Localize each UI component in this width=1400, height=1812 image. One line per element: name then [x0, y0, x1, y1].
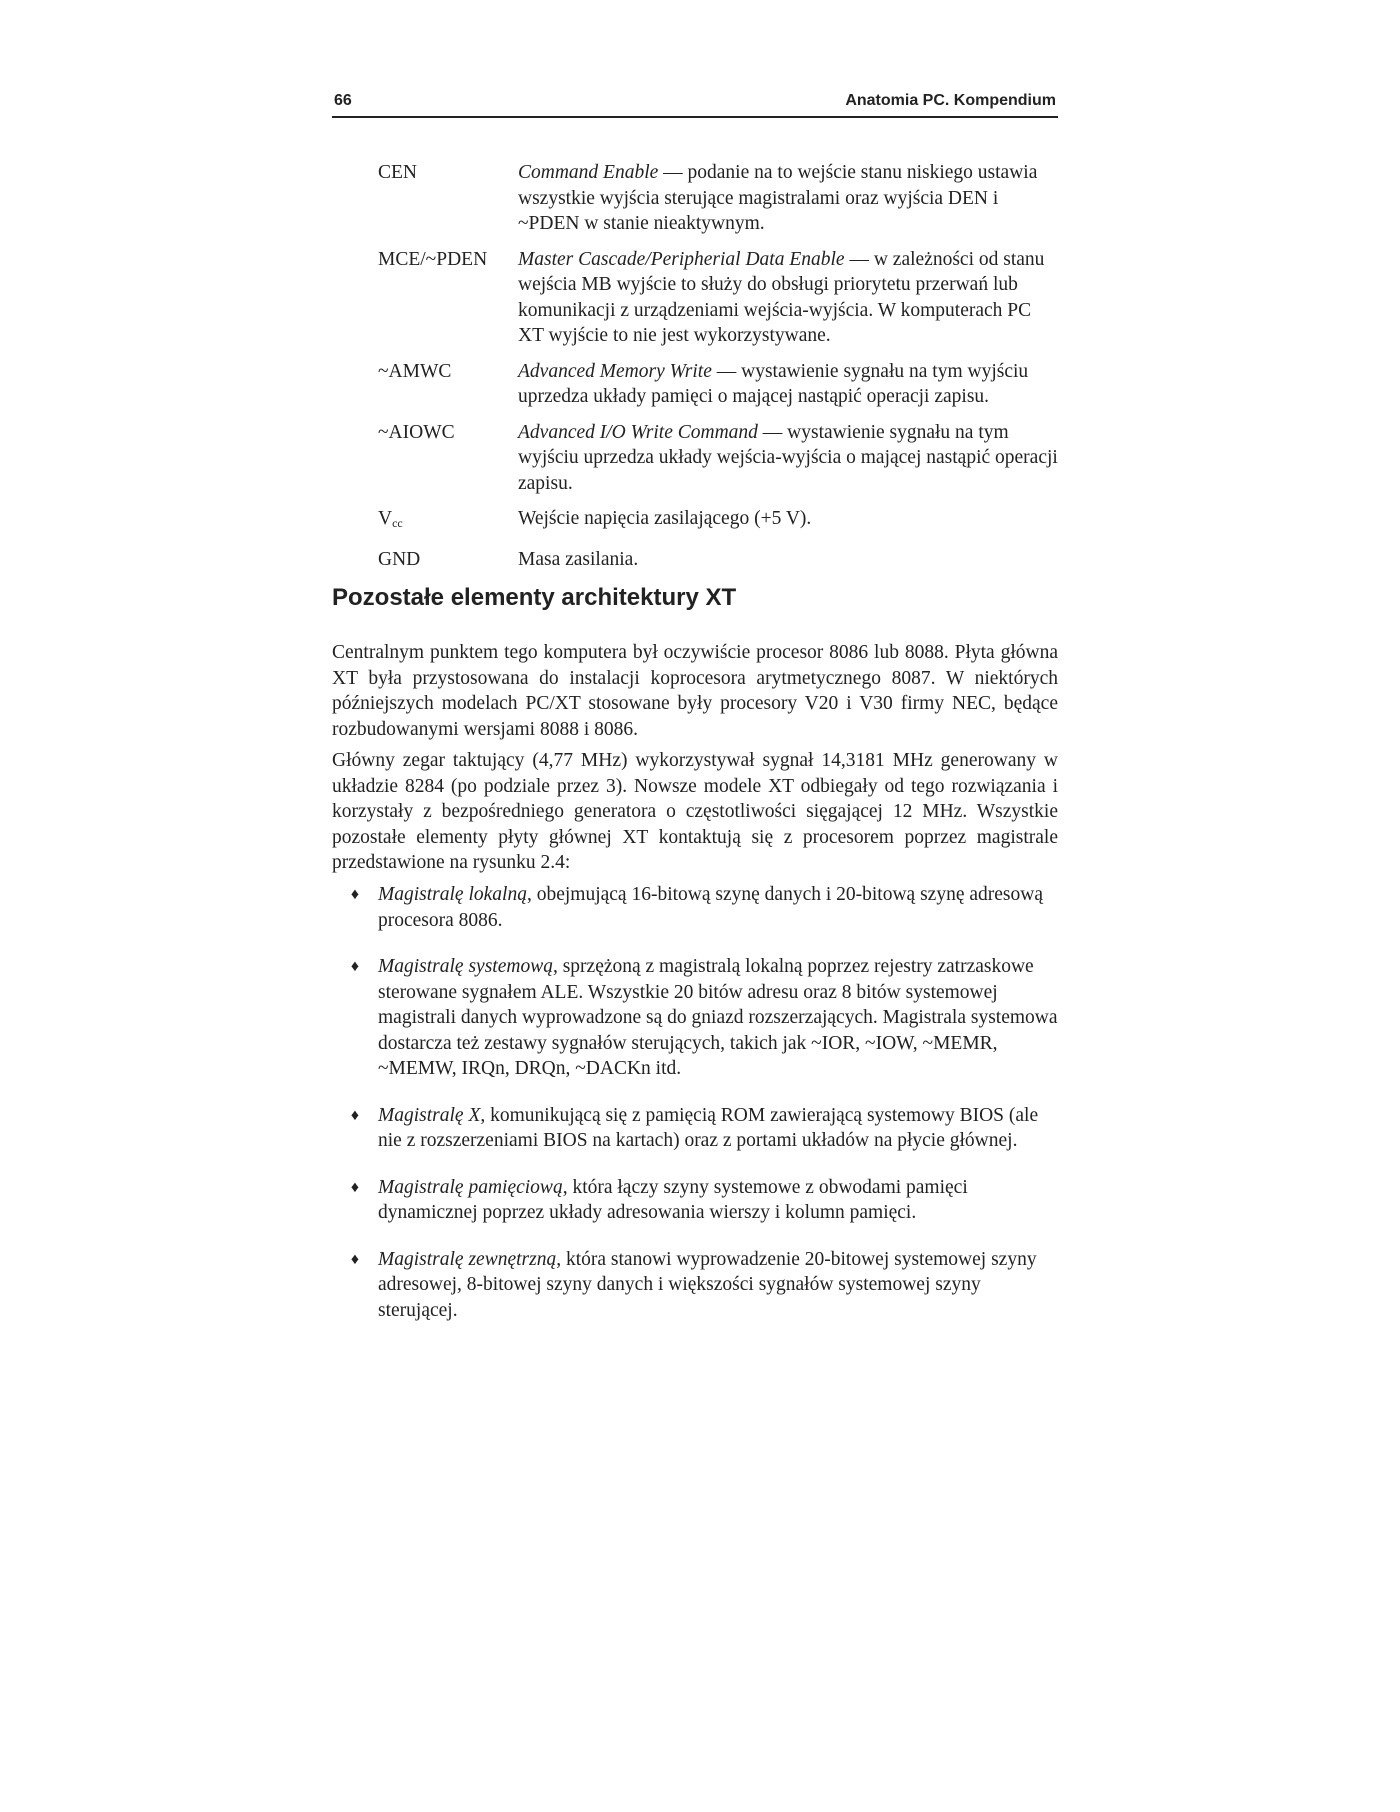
list-item	[332, 882, 1058, 933]
definition-name: Advanced Memory Write	[518, 360, 712, 382]
bus-description: , która łączy szyny systemowe z obwodami pamięci dynamicznej poprzez układy adresowania wierszy i kolumn pamięci.	[378, 1176, 968, 1223]
definition-row	[378, 506, 1058, 537]
list-item	[332, 1175, 1058, 1226]
diamond-bullet-icon: ♦	[350, 886, 360, 903]
list-item	[332, 1103, 1058, 1154]
signal-definitions	[378, 160, 1058, 582]
section-heading: Pozostałe elementy architektury XT	[332, 584, 737, 611]
diamond-bullet-icon: ♦	[350, 1106, 360, 1124]
definition-name: Advanced I/O Write Command	[518, 421, 758, 443]
bus-name: Magistralę X	[378, 1104, 481, 1126]
definition-row	[378, 160, 1058, 237]
definition-description	[518, 160, 1058, 237]
definition-text: — wystawienie sygnału na tym wyjściu uprzedza układy pamięci o mającej nastąpić operacji zapisu.	[518, 360, 1029, 407]
bus-list	[332, 882, 1058, 1344]
definition-description	[518, 359, 1058, 410]
term-symbol: V	[378, 508, 393, 529]
page-number: 66	[334, 92, 352, 109]
definition-term: MCE/~PDEN	[378, 248, 488, 270]
bus-name: Magistralę systemową	[378, 956, 553, 977]
bus-description: , która stanowi wyprowadzenie 20-bitowej systemowej szyny adresowej, 8-bitowej szyny danych i większości sygnałów systemowej szyny sterującej.	[378, 1248, 1037, 1321]
bus-name: Magistralę lokalną	[378, 884, 527, 905]
definition-name: Master Cascade/Peripherial Data Enable	[518, 248, 845, 270]
bus-description: , obejmującą 16-bitową szynę danych i 20-bitową szynę adresową procesora 8086.	[378, 884, 1043, 931]
paragraph-clock: Główny zegar taktujący (4,77 MHz) wykorzystywał sygnał 14,3181 MHz generowany w układzie 8284 (po podziale przez 3). Nowsze modele XT odbiegały od tego rozwiązania i korzystały z bezpośredniego generatora o częstotliwości sięgającej 12 MHz. Wszystkie pozostałe elementy płyty głównej XT kontaktują się z procesorem poprzez magistrale przedstawione na rysunku 2.4:	[332, 750, 1058, 873]
bus-name: Magistralę pamięciową	[378, 1176, 563, 1198]
book-title: Anatomia PC. Kompendium	[845, 92, 1056, 109]
diamond-bullet-icon: ♦	[350, 1178, 360, 1196]
bus-name: Magistralę zewnętrzną	[378, 1248, 557, 1270]
definition-text: — wystawienie sygnału na tym wyjściu uprzedza układy wejścia-wyjścia o mającej nastąpić operacji zapisu.	[518, 421, 1058, 494]
definition-text: — podanie na to wejście stanu niskiego ustawia wszystkie wyjścia sterujące magistralami oraz wyjścia DEN i ~PDEN w stanie nieaktywnym.	[518, 162, 1038, 234]
definition-term: CEN	[378, 162, 417, 183]
definition-term: GND	[378, 548, 421, 570]
paragraph-processor: Centralnym punktem tego komputera był oczywiście procesor 8086 lub 8088. Płyta główna XT była przystosowana do instalacji koprocesora arytmetycznego 8087. W niektórych późniejszych modelach PC/XT stosowane były procesory V20 i V30 firmy NEC, będące rozbudowanymi wersjami 8088 i 8086.	[332, 642, 1058, 740]
definition-description	[518, 247, 1058, 349]
definition-term: ~AMWC	[378, 360, 452, 382]
definition-text: Masa zasilania.	[518, 548, 639, 570]
definition-row	[378, 547, 1058, 573]
diamond-bullet-icon: ♦	[350, 1250, 360, 1268]
definition-row	[378, 247, 1058, 349]
definition-row	[378, 359, 1058, 410]
definition-description	[518, 420, 1058, 497]
definition-row	[378, 420, 1058, 497]
bus-description: , sprzężoną z magistralą lokalną poprzez rejestry zatrzaskowe sterowane sygnałem ALE. Wszystkie 20 bitów adresu oraz 8 bitów systemowej magistrali danych wyprowadzone są do gniazd rozszerzających. Magistrala systemowa dostarcza też zestawy sygnałów sterujących, takich jak ~IOR, ~IOW, ~MEMR, ~MEMW, IRQn, DRQn, ~DACKn itd.	[378, 956, 1058, 1079]
term-subscript: cc	[392, 516, 403, 530]
running-header	[332, 90, 1058, 118]
bus-description: , komunikującą się z pamięcią ROM zawierającą systemowy BIOS (ale nie z rozszerzeniami BIOS na kartach) oraz z portami układów na płycie głównej.	[378, 1104, 1039, 1151]
list-item	[332, 954, 1058, 1082]
definition-text: — w zależności od stanu wejścia MB wyjście to służy do obsługi priorytetu przerwań lub komunikacji z urządzeniami wejścia-wyjścia. W komputerach PC XT wyjście to nie jest wykorzystywane.	[518, 248, 1045, 346]
diamond-bullet-icon: ♦	[350, 958, 360, 975]
definition-description	[518, 547, 1058, 573]
definition-term: ~AIOWC	[378, 421, 455, 443]
list-item	[332, 1247, 1058, 1324]
definition-name: Command Enable	[518, 162, 659, 183]
definition-text: Wejście napięcia zasilającego (+5 V).	[518, 508, 812, 529]
definition-term	[378, 506, 518, 537]
definition-description	[518, 506, 1058, 537]
